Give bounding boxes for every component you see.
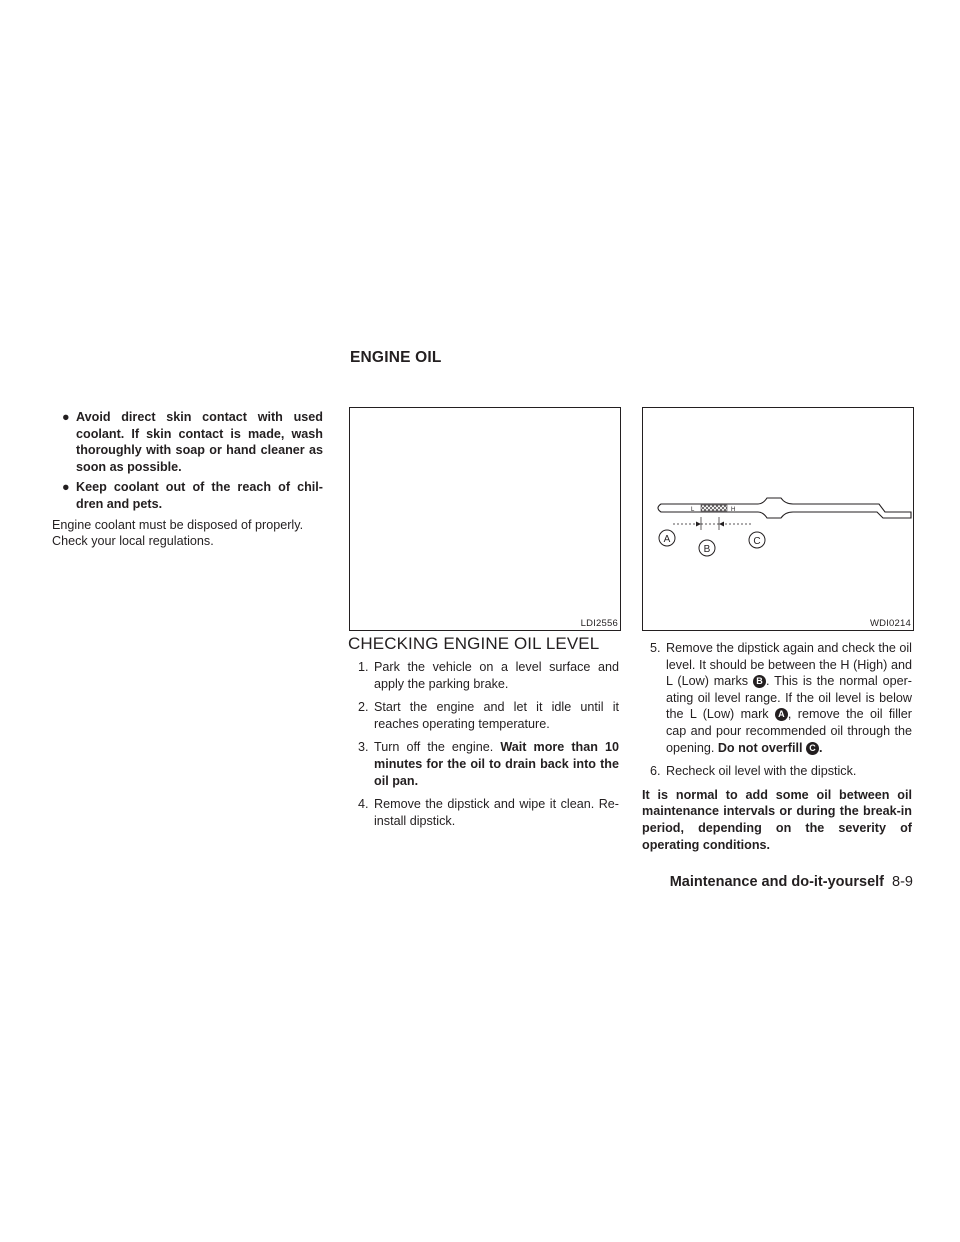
bullet-icon: ● xyxy=(62,480,70,495)
h-mark: H xyxy=(731,507,736,513)
warning-bullet xyxy=(52,479,323,512)
bullet-text: Keep coolant out of the reach of chil-dren and pets. xyxy=(76,480,323,511)
label-c: C xyxy=(753,536,761,547)
footer-section: Maintenance and do-it-yourself xyxy=(669,874,884,890)
marker-b-icon: B xyxy=(753,675,766,688)
disposal-paragraph: Engine coolant must be disposed of properly. Check your local regulations. xyxy=(52,517,304,549)
section-title: ENGINE OIL xyxy=(350,349,442,366)
step-1: 1. Park the vehicle on a level surface and apply the parking brake. xyxy=(358,660,619,691)
step-3: 3. Turn off the engine. Wait more than 10 minutes for the oil to drain back into the oil pan. xyxy=(358,740,620,788)
marker-a-icon: A xyxy=(775,708,788,721)
figure-code: WDI0214 xyxy=(869,618,911,629)
closing-note: It is normal to add some oil between oil maintenance intervals or during the break-in period, depending on the severity of operating conditions. xyxy=(642,787,912,852)
warning-bullet xyxy=(52,409,323,475)
bullet-icon: ● xyxy=(62,410,70,424)
page-footer xyxy=(670,874,913,890)
bullet-text: Avoid direct skin contact with used coolant. If skin contact is made, wash thoroughly with soap or hand cleaner as soon as possible. xyxy=(76,410,323,474)
left-column xyxy=(52,409,323,550)
step-5: 5. Remove the dipstick again and check the oil level. It should be between the H (High) and L (Low) marks B . This is the normal oper-ating oil level range. If the oil level is below the L (Low) mark A , remove the oil filler cap and pour recommended oil through the opening. Do not overfill C . xyxy=(650,641,912,755)
figure-blank xyxy=(349,407,621,631)
dipstick-illustration xyxy=(643,408,913,608)
subheading: CHECKING ENGINE OIL LEVEL xyxy=(348,634,600,653)
page-number: 8-9 xyxy=(892,874,913,890)
figure-dipstick xyxy=(642,407,914,631)
marker-c-icon: C xyxy=(806,742,819,755)
l-mark: L xyxy=(691,507,695,513)
steps-column-2 xyxy=(642,640,912,853)
step-4: 4. Remove the dipstick and wipe it clean. Re-install dipstick. xyxy=(358,797,619,828)
dipstick-shape xyxy=(658,498,911,518)
label-b: B xyxy=(703,544,711,555)
oil-range-zone xyxy=(701,505,727,511)
step-6: 6. Recheck oil level with the dipstick. xyxy=(650,764,857,779)
steps-column-1 xyxy=(350,659,619,836)
step-2: 2. Start the engine and let it idle until it reaches operating temperature. xyxy=(358,700,619,731)
label-a: A xyxy=(663,534,671,545)
figure-code: LDI2556 xyxy=(580,618,618,629)
